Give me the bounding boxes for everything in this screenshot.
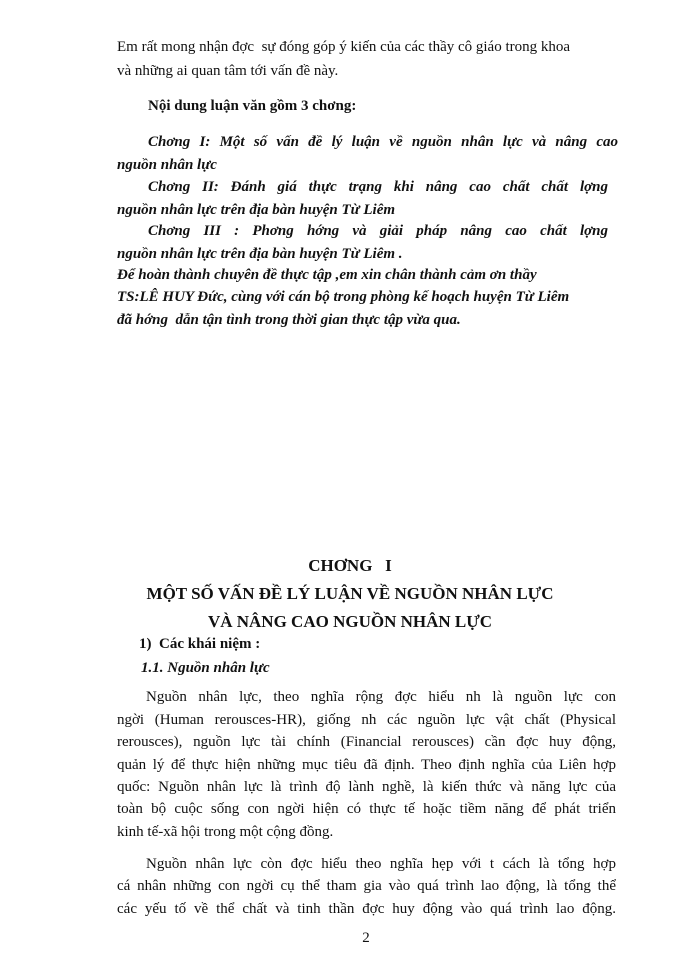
thanks-line-3: đã hớng dẫn tận tình trong thời gian thực tập vừa qua. bbox=[117, 312, 461, 328]
para1-line-4: quản lý để thực hiện những mục tiêu đã định. Theo định nghĩa của Liên hợp bbox=[117, 757, 616, 773]
chapter-1-summary-line-1: Chơng I: Một số vấn đề lý luận về nguồn nhân lực và nâng cao bbox=[148, 134, 618, 150]
page-number: 2 bbox=[362, 930, 370, 946]
thanks-line-1: Để hoàn thành chuyên đề thực tập ,em xin chân thành cảm ơn thầy bbox=[117, 267, 537, 283]
section-1-1-heading: 1.1. Nguồn nhân lực bbox=[141, 660, 270, 676]
chapter-2-summary-line-2: nguồn nhân lực trên địa bàn huyện Từ Liêm bbox=[117, 202, 396, 218]
chapter-3-summary-line-1: Chơng III : Phơng hớng và giải pháp nâng cao chất lợng bbox=[148, 223, 608, 239]
para2-line-1: Nguồn nhân lực còn đợc hiểu theo nghĩa hẹp với t cách là tổng hợp bbox=[146, 856, 616, 872]
para2-line-2: cá nhân những con ngời cụ thể tham gia vào quá trình lao động, là tổng thể bbox=[117, 878, 616, 894]
section-1-heading: 1) Các khái niệm : bbox=[139, 636, 261, 652]
chapter-title-line-2: VÀ NÂNG CAO NGUỒN NHÂN LỰC bbox=[207, 612, 493, 631]
chapter-3-summary-line-2: nguồn nhân lực trên địa bàn huyện Từ Liêm . bbox=[117, 246, 403, 262]
contents-heading: Nội dung luận văn gồm 3 chơng: bbox=[148, 98, 357, 114]
chapter-title-line-1: MỘT SỐ VẤN ĐỀ LÝ LUẬN VỀ NGUỒN NHÂN LỰC bbox=[146, 584, 554, 603]
para1-line-1: Nguồn nhân lực, theo nghĩa rộng đợc hiểu nh là nguồn lực con bbox=[146, 689, 616, 705]
chapter-2-summary-line-1: Chơng II: Đánh giá thực trạng khi nâng cao chất chất lợng bbox=[148, 179, 608, 195]
para1-line-7: kinh tế-xã hội trong một cộng đồng. bbox=[117, 824, 334, 840]
intro-line-1: Em rất mong nhận đợc sự đóng góp ý kiến của các thầy cô giáo trong khoa bbox=[117, 39, 571, 55]
para1-line-3: rerousces), nguồn lực tài chính (Financial rerousces) cần đợc huy động, bbox=[117, 734, 616, 750]
chapter-1-summary-line-2: nguồn nhân lực bbox=[117, 157, 217, 173]
intro-line-2: và những ai quan tâm tới vấn đề này. bbox=[117, 63, 339, 79]
chapter-number: CHƠNG I bbox=[308, 556, 392, 575]
para1-line-2: ngời (Human rerousces-HR), giống nh các nguồn lực vật chất (Physical bbox=[117, 712, 616, 728]
para1-line-6: toàn bộ cuộc sống con ngời hiện có thực tế hoặc tiềm năng để phát triển bbox=[117, 801, 616, 817]
para2-line-3: các yếu tố về thể chất và tinh thần đợc huy động vào quá trình lao động. bbox=[117, 901, 616, 917]
thanks-line-2: TS:LÊ HUY Đức, cùng với cán bộ trong phòng kế hoạch huyện Từ Liêm bbox=[117, 289, 570, 305]
para1-line-5: quốc: Nguồn nhân lực là trình độ lành nghề, là kiến thức và năng lực của bbox=[117, 779, 616, 795]
